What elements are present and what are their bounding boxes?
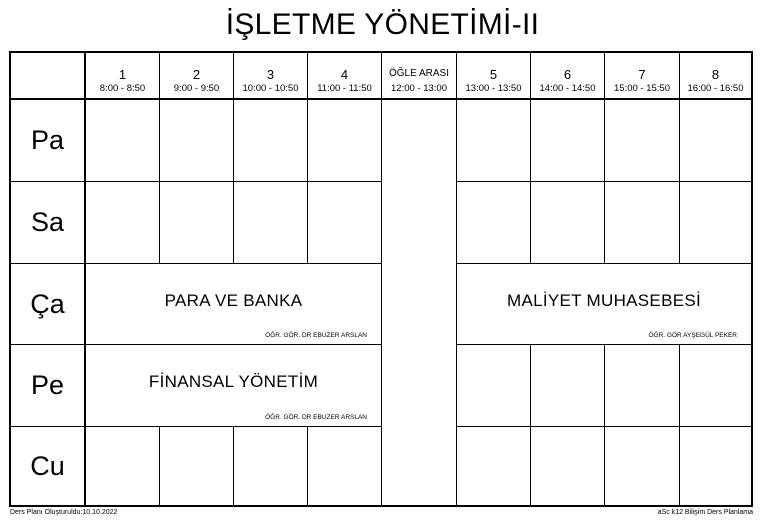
slot-cell <box>457 345 531 427</box>
period-number: 5 <box>489 67 498 82</box>
slot-cell <box>308 427 382 507</box>
slot-cell <box>160 182 234 264</box>
slot-cell <box>605 427 680 507</box>
period-time: 8:00 - 8:50 <box>99 83 146 94</box>
slot-cell <box>531 182 605 264</box>
page-title: İŞLETME YÖNETİMİ-II <box>225 8 540 41</box>
slot-cell <box>531 100 605 182</box>
footer-software-credit: aSc k12 Bilişim Ders Planlama <box>657 509 753 516</box>
period-header-8 <box>680 53 753 100</box>
slot-cell <box>605 100 680 182</box>
period-time: 14:00 - 14:50 <box>539 83 596 94</box>
lesson-block-finansal-yonetim <box>86 345 382 427</box>
period-number: 2 <box>192 67 201 82</box>
slot-cell <box>308 182 382 264</box>
slot-cell <box>308 100 382 182</box>
slot-cell <box>680 345 753 427</box>
slot-cell <box>86 100 160 182</box>
timetable-grid <box>9 51 753 507</box>
period-header-3 <box>234 53 308 100</box>
day-label-monday: Pa <box>11 100 86 182</box>
lesson-teacher: ÖĞR. GÖR. DR EBUZER ARSLAN <box>265 414 367 421</box>
day-label-tuesday: Sa <box>11 182 86 264</box>
period-number: 1 <box>118 67 127 82</box>
day-label-friday: Cu <box>11 427 86 507</box>
period-header-1 <box>86 53 160 100</box>
lunch-break-label: ÖĞLE ARASI <box>388 68 450 79</box>
period-time: 15:00 - 15:50 <box>614 83 670 94</box>
lesson-name: MALİYET MUHASEBESİ <box>506 291 702 310</box>
slot-cell <box>234 182 308 264</box>
period-header-6 <box>531 53 605 100</box>
period-time: 10:00 - 10:50 <box>242 83 299 94</box>
slot-cell <box>234 100 308 182</box>
period-number: 8 <box>711 67 720 82</box>
slot-cell <box>531 345 605 427</box>
lesson-teacher: ÖĞR. GÖR AYŞEGÜL PEKER <box>648 332 737 339</box>
slot-cell <box>86 427 160 507</box>
slot-cell <box>457 100 531 182</box>
lesson-block-para-ve-banka <box>86 264 382 345</box>
lunch-break-time: 12:00 - 13:00 <box>391 83 447 94</box>
lunch-break-column <box>382 100 457 507</box>
slot-cell <box>680 427 753 507</box>
day-label-wednesday: Ça <box>11 264 86 345</box>
slot-cell <box>605 182 680 264</box>
period-header-4 <box>308 53 382 100</box>
period-header-2 <box>160 53 234 100</box>
period-time: 13:00 - 13:50 <box>465 83 522 94</box>
slot-cell <box>160 427 234 507</box>
slot-cell <box>680 182 753 264</box>
period-number: 6 <box>563 67 572 82</box>
lesson-name: PARA VE BANKA <box>164 291 303 310</box>
period-number: 4 <box>340 67 349 82</box>
period-header-7 <box>605 53 680 100</box>
slot-cell <box>531 427 605 507</box>
corner-cell <box>11 53 86 100</box>
period-time: 9:00 - 9:50 <box>173 83 220 94</box>
footer-created-date: Ders Planı Oluşturuldu:10.10.2022 <box>10 509 118 516</box>
period-number: 7 <box>638 67 646 82</box>
period-number: 3 <box>266 67 275 82</box>
slot-cell <box>605 345 680 427</box>
slot-cell <box>234 427 308 507</box>
period-header-5 <box>457 53 531 100</box>
period-time: 11:00 - 11:50 <box>317 83 372 94</box>
slot-cell <box>457 427 531 507</box>
slot-cell <box>680 100 753 182</box>
lesson-block-maliyet-muhasebesi <box>457 264 753 345</box>
period-time: 16:00 - 16:50 <box>687 83 744 94</box>
slot-cell <box>86 182 160 264</box>
lesson-teacher: ÖĞR. GÖR. DR EBUZER ARSLAN <box>265 332 367 339</box>
day-label-thursday: Pe <box>11 345 86 427</box>
lesson-name: FİNANSAL YÖNETİM <box>148 372 319 391</box>
slot-cell <box>160 100 234 182</box>
slot-cell <box>457 182 531 264</box>
lunch-break-header <box>382 53 457 100</box>
